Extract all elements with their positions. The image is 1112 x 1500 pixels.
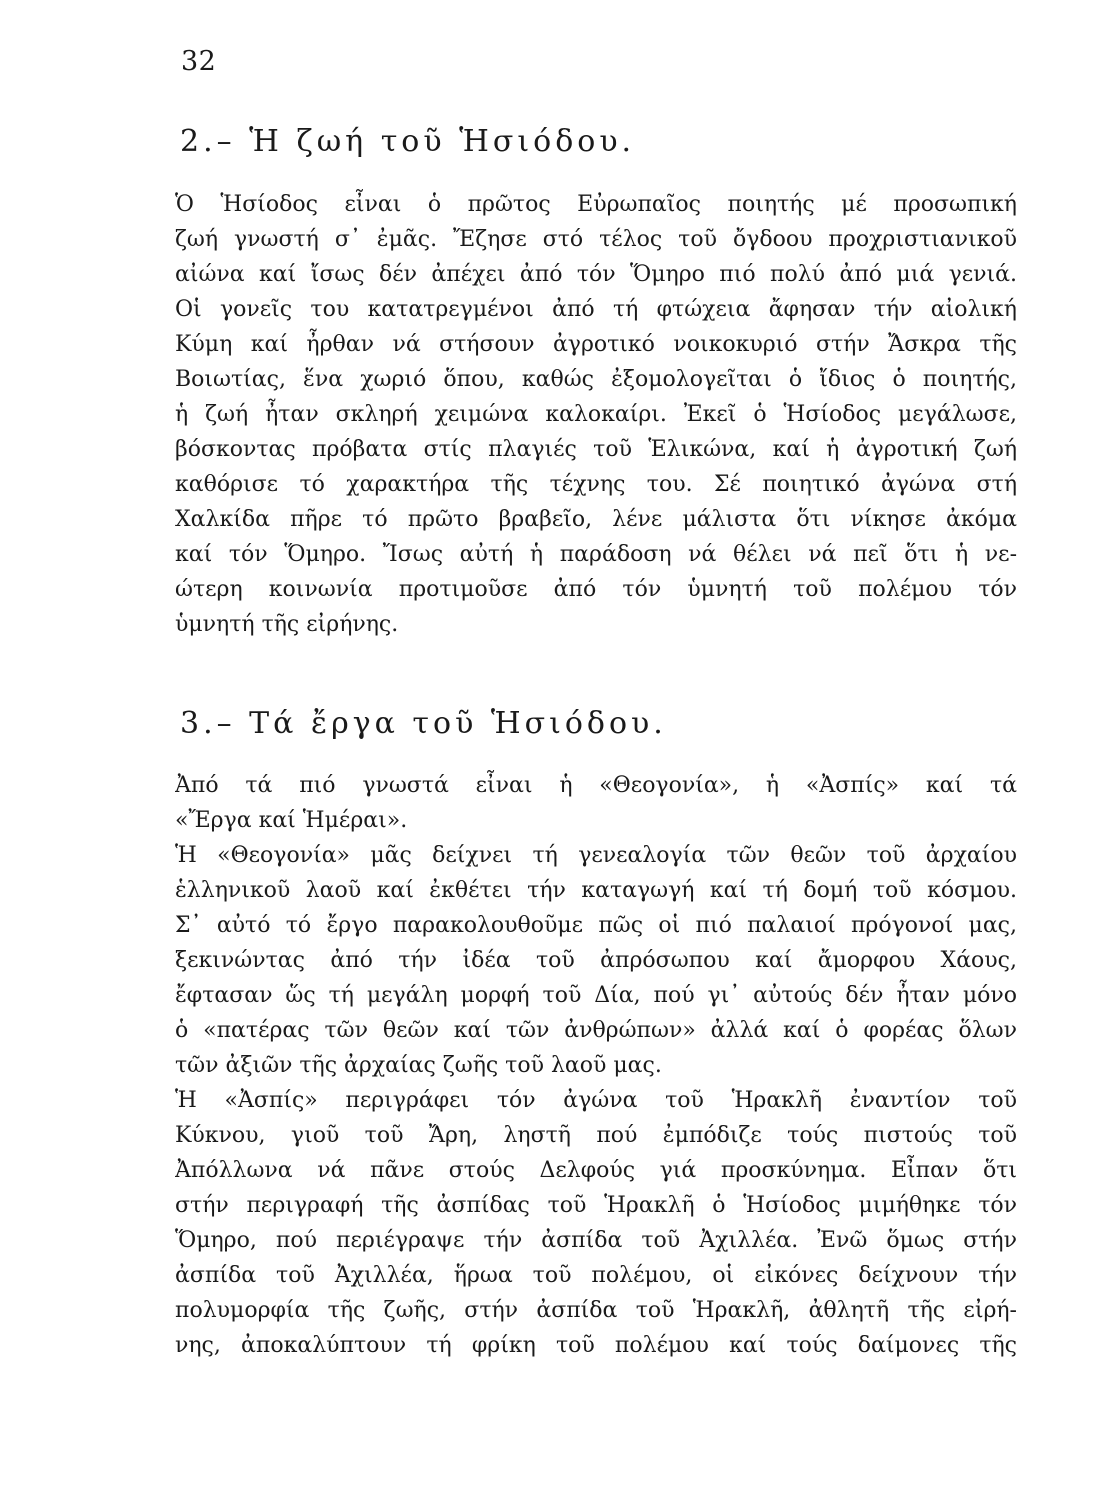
- text-line: στήν περιγραφή τῆς ἀσπίδας τοῦ Ἡρακλῆ ὁ Ἡσίοδος μιμήθηκε τόν: [175, 1193, 1017, 1218]
- text-line: Ἀπόλλωνα νά πᾶνε στούς Δελφούς γιά προσκύνημα. Εἶπαν ὅτι: [175, 1158, 1017, 1183]
- text-line: Οἱ γονεῖς του κατατρεγμένοι ἀπό τή φτώχεια ἄφησαν τήν αἰολική: [175, 297, 1017, 322]
- text-line: «Ἔργα καί Ἡμέραι».: [175, 808, 408, 833]
- text-line: ἔφτασαν ὥς τή μεγάλη μορφή τοῦ Δία, πού γι᾿ αὐτούς δέν ἦταν μόνο: [175, 983, 1017, 1008]
- text-line: ἑλληνικοῦ λαοῦ καί ἐκθέτει τήν καταγωγή καί τή δομή τοῦ κόσμου.: [175, 878, 1017, 903]
- text-line: Σ᾿ αὐτό τό ἔργο παρακολουθοῦμε πῶς οἱ πιό παλαιοί πρόγονοί μας,: [175, 913, 1017, 938]
- text-line: ζωή γνωστή σ᾿ ἐμᾶς. Ἔζησε στό τέλος τοῦ ὄγδοου προχριστιανικοῦ: [175, 227, 1017, 252]
- text-line: Ὅμηρο, πού περιέγραψε τήν ἀσπίδα τοῦ Ἀχιλλέα. Ἐνῶ ὅμως στήν: [175, 1228, 1017, 1253]
- text-line: ἡ ζωή ἦταν σκληρή χειμώνα καλοκαίρι. Ἐκεῖ ὁ Ἡσίοδος μεγάλωσε,: [175, 402, 1017, 427]
- section-3-heading: 3.– Τά ἔργα τοῦ Ἡσιόδου.: [180, 706, 667, 741]
- text-line: αἰώνα καί ἴσως δέν ἀπέχει ἀπό τόν Ὅμηρο πιό πολύ ἀπό μιά γενιά.: [175, 262, 1017, 287]
- text-line: νης, ἀποκαλύπτουν τή φρίκη τοῦ πολέμου καί τούς δαίμονες τῆς: [175, 1333, 1017, 1358]
- text-line: Ἀπό τά πιό γνωστά εἶναι ἡ «Θεογονία», ἡ «Ἀσπίς» καί τά: [175, 773, 1017, 798]
- text-line: Ὁ Ἡσίοδος εἶναι ὁ πρῶτος Εὐρωπαῖος ποιητής μέ προσωπική: [175, 192, 1017, 217]
- text-line: Ἡ «Ἀσπίς» περιγράφει τόν ἀγώνα τοῦ Ἡρακλῆ ἐναντίον τοῦ: [175, 1088, 1017, 1113]
- section-2-body: [175, 187, 1017, 642]
- text-line: Ἡ «Θεογονία» μᾶς δείχνει τή γενεαλογία τῶν θεῶν τοῦ ἀρχαίου: [175, 843, 1017, 868]
- text-line: ὑμνητή τῆς εἰρήνης.: [175, 612, 399, 637]
- text-line: πολυμορφία τῆς ζωῆς, στήν ἀσπίδα τοῦ Ἡρακλῆ, ἀθλητῆ τῆς εἰρή-: [175, 1298, 1017, 1323]
- text-line: Κύκνου, γιοῦ τοῦ Ἄρη, ληστῆ πού ἐμπόδιζε τούς πιστούς τοῦ: [175, 1123, 1017, 1148]
- section-3-body: [175, 768, 1017, 1363]
- text-line: καθόρισε τό χαρακτήρα τῆς τέχνης του. Σέ ποιητικό ἀγώνα στή: [175, 472, 1017, 497]
- text-line: ὁ «πατέρας τῶν θεῶν καί τῶν ἀνθρώπων» ἀλλά καί ὁ φορέας ὅλων: [175, 1018, 1017, 1043]
- text-line: ξεκινώντας ἀπό τήν ἰδέα τοῦ ἀπρόσωπου καί ἄμορφου Χάους,: [175, 948, 1017, 973]
- text-line: Βοιωτίας, ἕνα χωριό ὅπου, καθώς ἐξομολογεῖται ὁ ἴδιος ὁ ποιητής,: [175, 367, 1017, 392]
- section-2-heading: 2.– Ἡ ζωή τοῦ Ἡσιόδου.: [180, 124, 636, 159]
- text-line: ἀσπίδα τοῦ Ἀχιλλέα, ἥρωα τοῦ πολέμου, οἱ εἰκόνες δείχνουν τήν: [175, 1263, 1017, 1288]
- text-line: Κύμη καί ἦρθαν νά στήσουν ἀγροτικό νοικοκυριό στήν Ἄσκρα τῆς: [175, 332, 1017, 357]
- text-line: Χαλκίδα πῆρε τό πρῶτο βραβεῖο, λένε μάλιστα ὅτι νίκησε ἀκόμα: [175, 507, 1017, 532]
- text-line: τῶν ἀξιῶν τῆς ἀρχαίας ζωῆς τοῦ λαοῦ μας.: [175, 1053, 662, 1078]
- text-line: ώτερη κοινωνία προτιμοῦσε ἀπό τόν ὑμνητή τοῦ πολέμου τόν: [175, 577, 1017, 602]
- page-number: 32: [181, 46, 217, 77]
- text-line: βόσκοντας πρόβατα στίς πλαγιές τοῦ Ἑλικώνα, καί ἡ ἀγροτική ζωή: [175, 437, 1017, 462]
- text-line: καί τόν Ὅμηρο. Ἴσως αὐτή ἡ παράδοση νά θέλει νά πεῖ ὅτι ἡ νε-: [175, 542, 1017, 567]
